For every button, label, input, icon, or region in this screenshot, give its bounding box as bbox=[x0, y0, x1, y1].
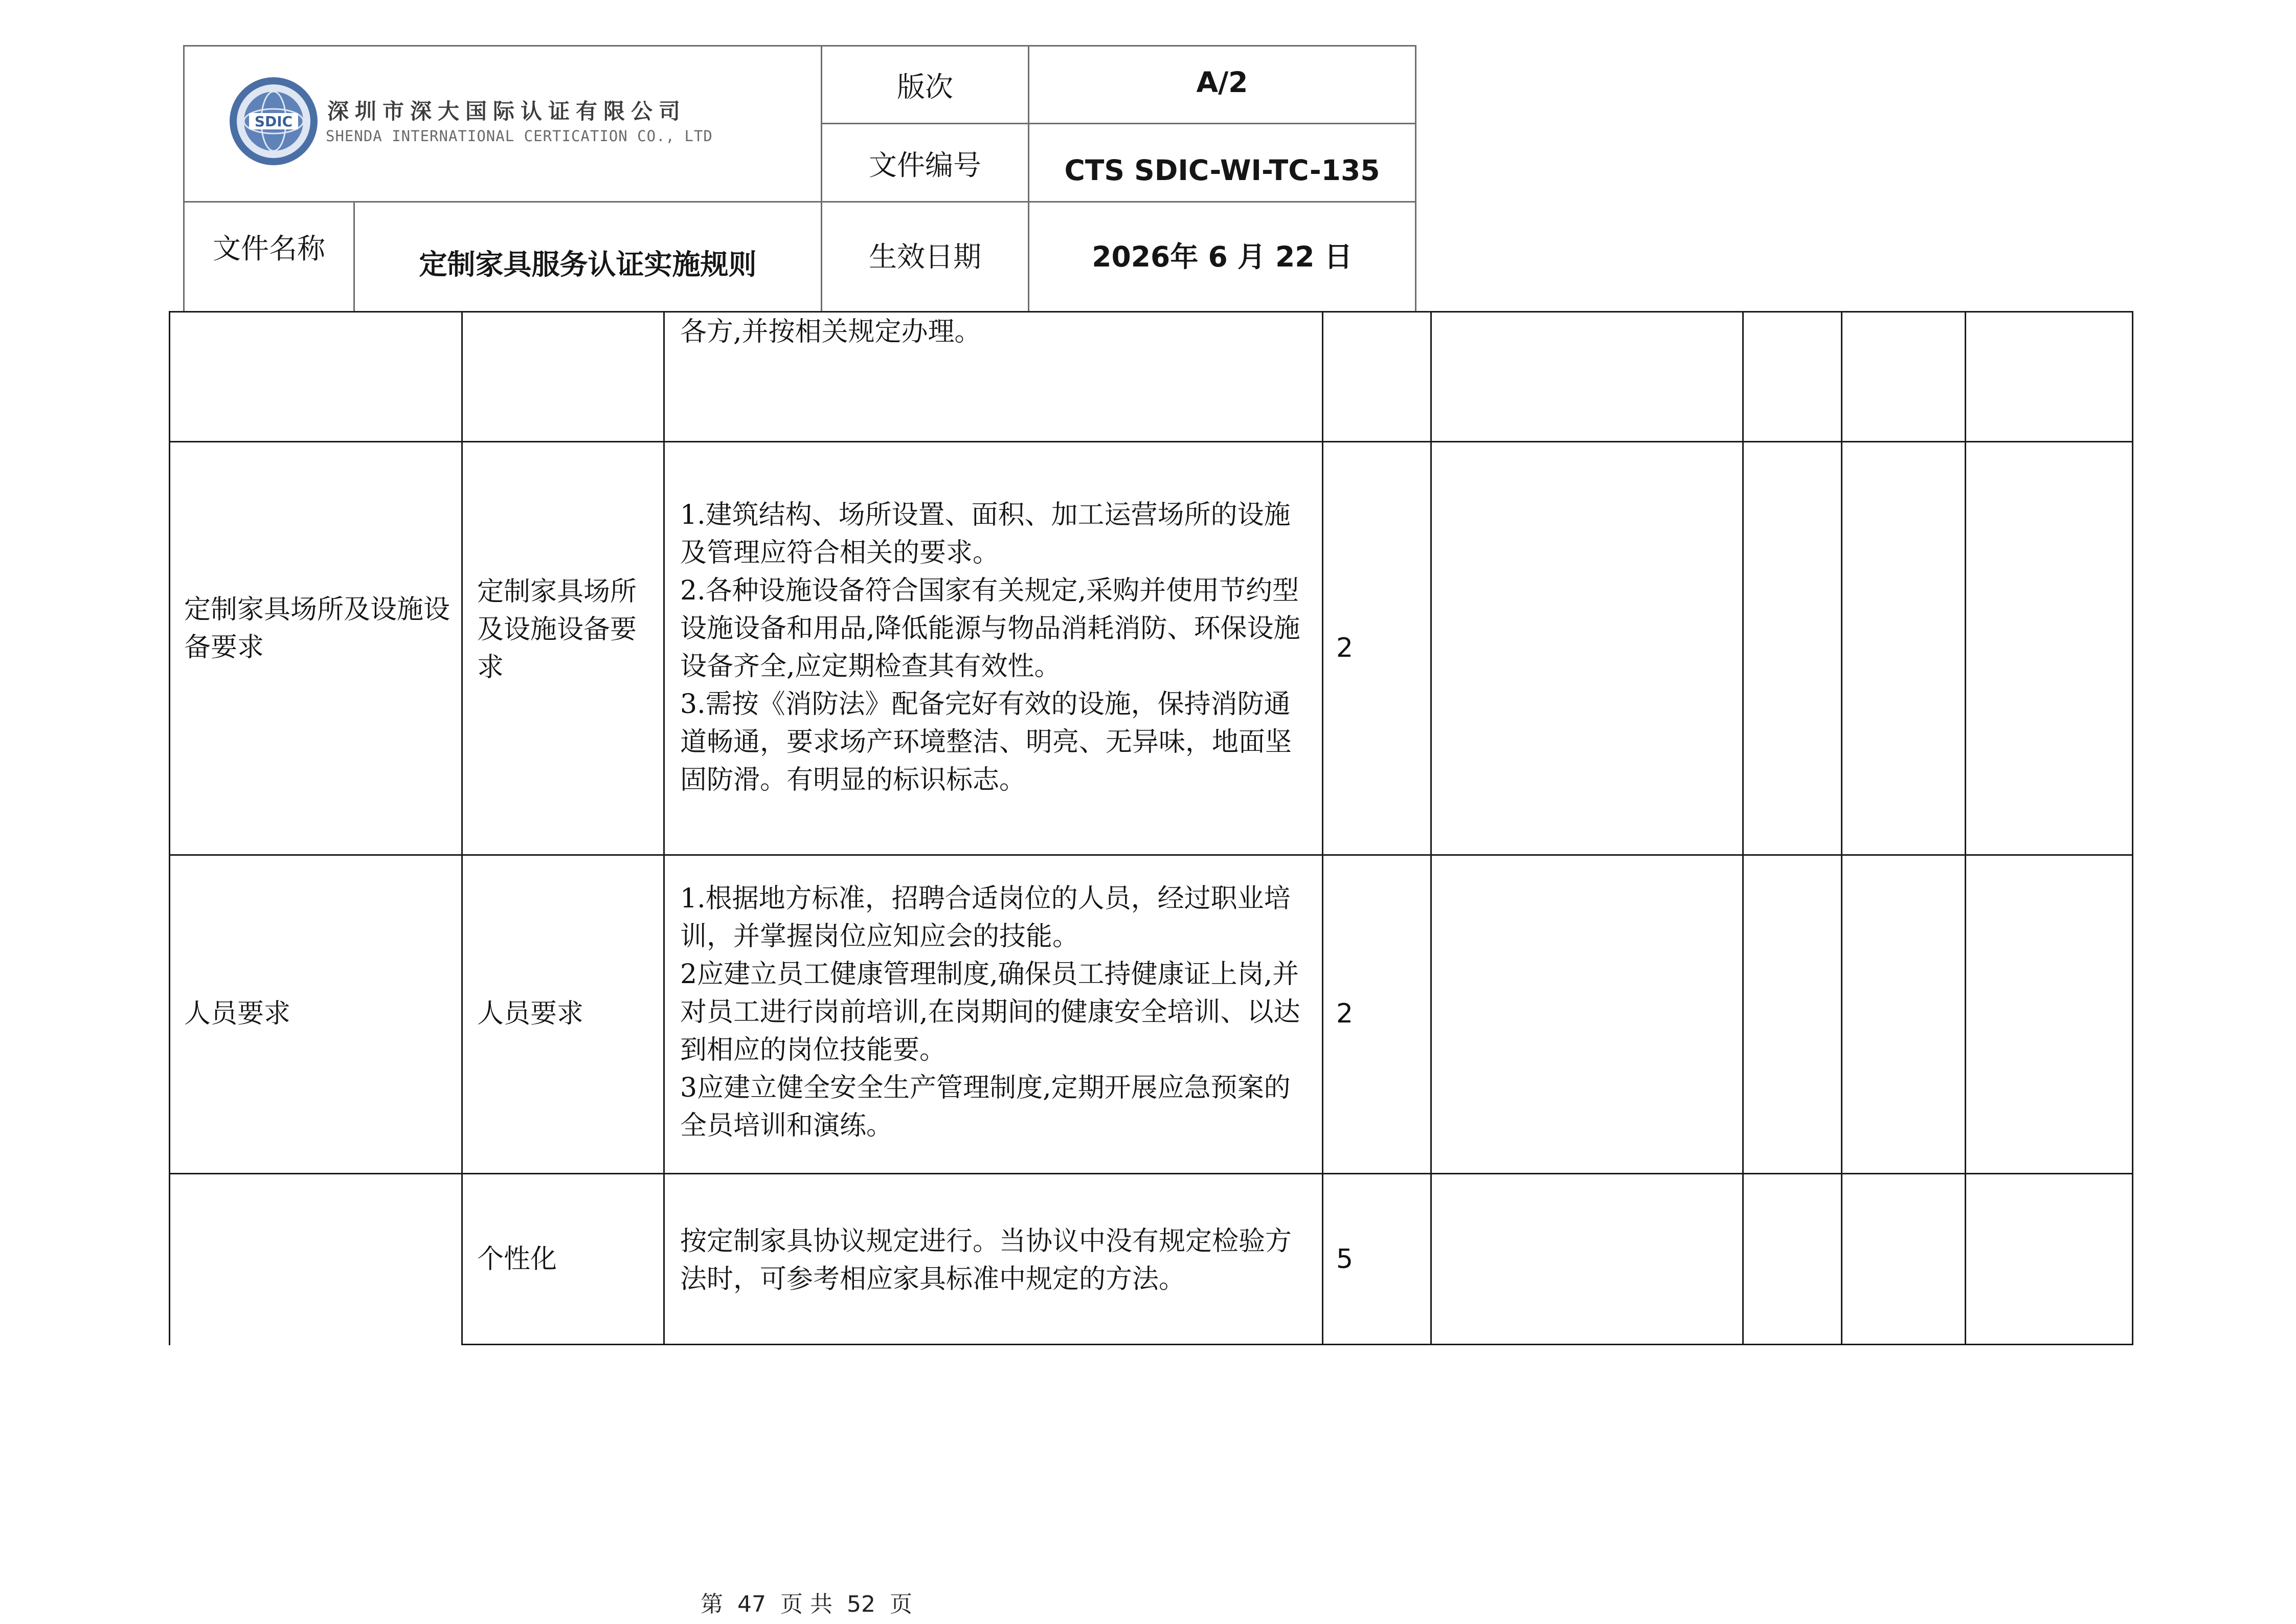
doc-number-value: CTS SDIC-WI-TC-135 bbox=[1064, 154, 1380, 187]
requirement-text: 按定制家具协议规定进行。当协议中没有规定检验方法时，可参考相应家具标准中规定的方法。 bbox=[680, 1226, 1292, 1295]
item-text: 定制家具场所及设施设备要求 bbox=[477, 576, 637, 683]
effective-date-value: 2026年 6 月 22 日 bbox=[1092, 240, 1353, 273]
doc-number-label: 文件编号 bbox=[868, 148, 981, 182]
item-text: 个性化 bbox=[477, 1244, 557, 1275]
company-seal-icon bbox=[228, 75, 320, 167]
category-text: 人员要求 bbox=[184, 998, 291, 1029]
requirement-text: 1.根据地方标准，招聘合适岗位的人员，经过职业培训，并掌握岗位应知应会的技能。 2应建立员工健康管理制度,确保员工持健康证上岗,并对员工进行岗前培训,在岗期间的健康安全培训、以达到相应的岗位技能要。 3应建立健全安全生产管理制度,定期开展应急预案的全员培训和演练。 bbox=[680, 883, 1300, 1141]
category-text: 定制家具场所及设施设备要求 bbox=[184, 594, 451, 663]
score-value: 5 bbox=[1336, 1244, 1354, 1275]
company-name-cn: 深圳市深大国际认证有限公司 bbox=[327, 99, 687, 124]
requirement-text: 各方,并按相关规定办理。 bbox=[680, 317, 981, 347]
version-value: A/2 bbox=[1196, 65, 1248, 99]
effective-date-label: 生效日期 bbox=[868, 240, 981, 273]
score-value: 2 bbox=[1336, 998, 1354, 1029]
page-number: 第 47 页 共 52 页 bbox=[701, 1591, 912, 1617]
company-logo bbox=[228, 75, 764, 177]
svg-text:SDIC: SDIC bbox=[254, 113, 293, 130]
doc-name-value: 定制家具服务认证实施规则 bbox=[419, 248, 757, 281]
item-text: 人员要求 bbox=[477, 998, 584, 1029]
requirement-text: 1.建筑结构、场所设置、面积、加工运营场所的设施及管理应符合相关的要求。 2.各种设施设备符合国家有关规定,采购并使用节约型设施设备和用品,降低能源与物品消耗消防、环保设施设备齐全,应定期检查其有效性。 3.需按《消防法》配备完好有效的设施，保持消防通道畅通，要求场产环境整洁、明亮、无异味，地面坚固防滑。有明显的标识标志。 bbox=[680, 500, 1300, 795]
doc-name-label: 文件名称 bbox=[212, 232, 325, 265]
version-label: 版次 bbox=[896, 71, 953, 103]
company-name-en: SHENDA INTERNATIONAL CERTICATION CO., LTD bbox=[326, 127, 713, 145]
score-value: 2 bbox=[1336, 633, 1354, 663]
